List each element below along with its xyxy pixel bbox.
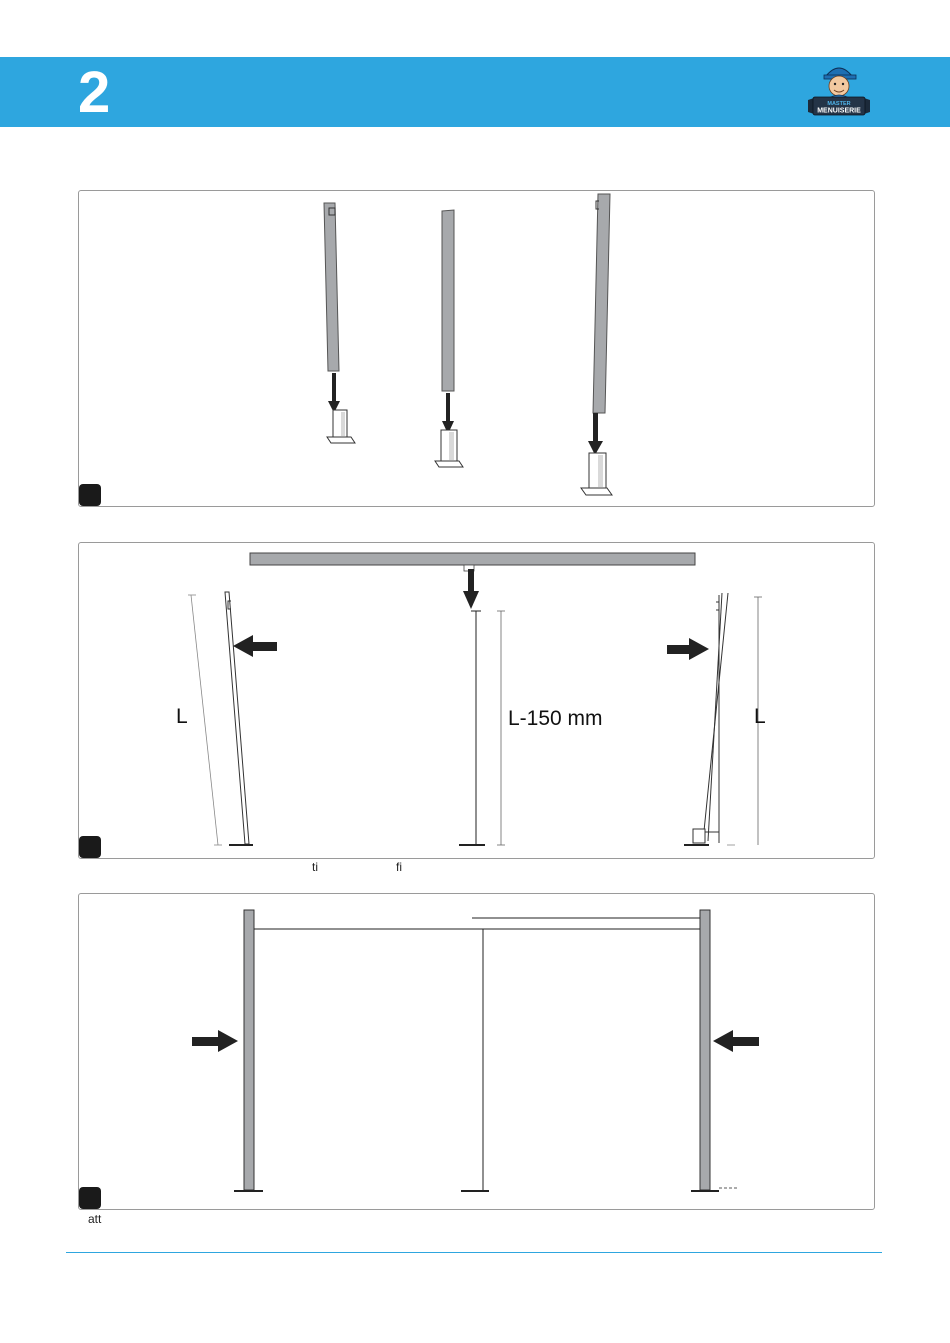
dimension-line-center [497, 611, 505, 845]
step-number: 2 [78, 60, 111, 125]
dimension-label-left: L [176, 705, 188, 728]
panel-c-illustration [79, 894, 876, 1211]
post-left-c [234, 910, 263, 1191]
footer-rule [66, 1252, 882, 1253]
panel-a-illustration [79, 191, 876, 508]
logo-text-master: MASTER [827, 101, 851, 107]
top-beam [250, 553, 695, 571]
arrow-left-b [233, 635, 277, 657]
caption-fragment-2: fi [396, 860, 402, 874]
logo-text-menuiserie: MENUISERIE [817, 107, 861, 115]
footing-center [435, 430, 463, 467]
post-center-straight [459, 611, 485, 845]
dimension-label-center: L-150 mm [508, 707, 603, 730]
arrow-down-left [328, 373, 340, 413]
step-badge-a [79, 484, 101, 506]
post-left [324, 203, 339, 371]
post-right [593, 194, 610, 413]
worker-mascot-logo [806, 62, 872, 122]
top-beam-c [254, 918, 700, 929]
caption-fragment-3: att [88, 1212, 102, 1226]
caption-fragment-1: ti [312, 860, 318, 874]
dimension-line-left [188, 595, 222, 845]
arrow-left-c [713, 1030, 759, 1052]
panel-b-illustration [79, 543, 876, 860]
post-left-tilted [225, 592, 253, 845]
arrow-right-b [667, 638, 709, 660]
post-center [442, 210, 454, 391]
step-badge-c [79, 1187, 101, 1209]
arrow-right-c [192, 1030, 238, 1052]
post-right-tilted [684, 593, 735, 845]
footing-right [581, 453, 612, 495]
dimension-label-right: L [754, 705, 766, 728]
arrow-down-center-b [463, 569, 479, 609]
footing-left [327, 410, 355, 443]
panel-b-beam-alignment [78, 542, 875, 859]
post-center-c [461, 929, 489, 1191]
panel-c-final-assembly [78, 893, 875, 1210]
arrow-down-right [588, 413, 603, 455]
step-badge-b [79, 836, 101, 858]
arrow-down-center [442, 393, 454, 434]
panel-a-posts-insertion [78, 190, 875, 507]
